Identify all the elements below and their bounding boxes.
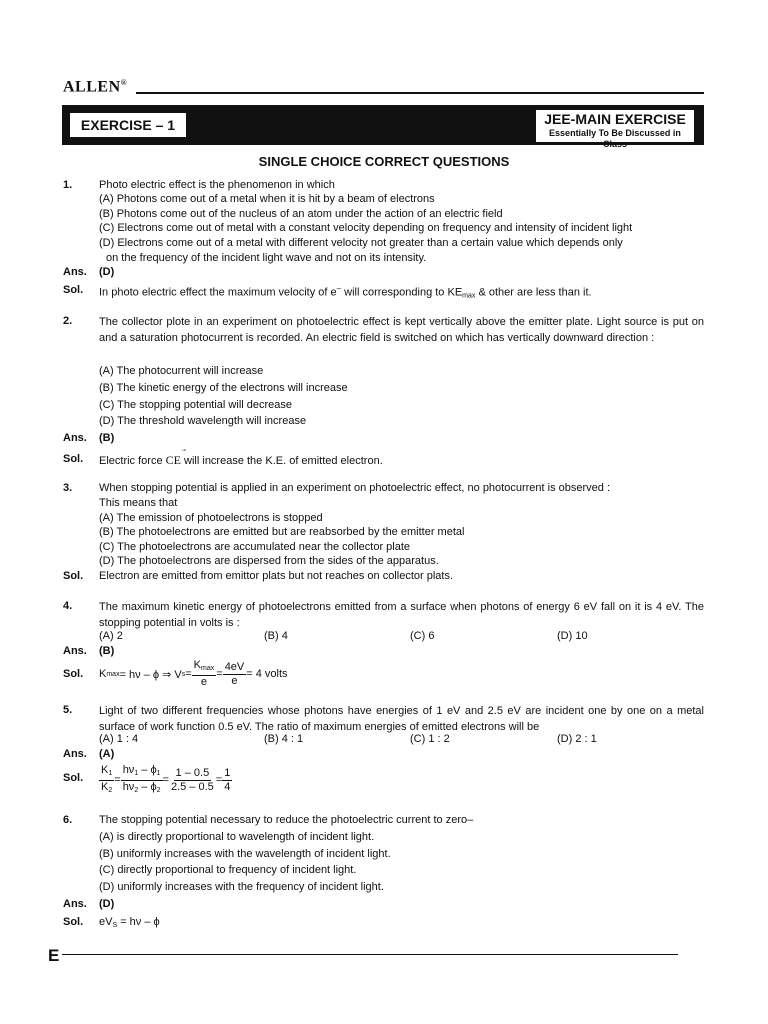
allen-logo: ALLEN® bbox=[63, 78, 128, 96]
solution-label: Sol. bbox=[63, 772, 84, 784]
option-c: (C) 1 : 2 bbox=[410, 733, 450, 745]
option-a: (A) 1 : 4 bbox=[99, 733, 139, 745]
option-b: (B) uniformly increases with the wavelength of incident light. bbox=[99, 848, 391, 860]
answer-label: Ans. bbox=[63, 748, 87, 760]
solution-formula: K max = hν – ϕ ⇒ V s = $\frac{K_{max}}{e}$ = $\frac{4eV}{e}$ = 4 volts bbox=[99, 659, 288, 688]
option-c: (C) The photoelectrons are accumulated near the collector plate bbox=[99, 541, 411, 553]
option-c: (C) The stopping potential will decrease bbox=[99, 399, 293, 411]
option-b: (B) Photons come out of the nucleus of an atom under the action of an electric field bbox=[99, 208, 503, 220]
page-letter: E bbox=[48, 946, 60, 965]
question-number: 4. bbox=[63, 600, 73, 612]
header-rule bbox=[136, 92, 704, 94]
answer-value: (B) bbox=[99, 432, 115, 444]
question-text: The collector plote in an experiment on photoelectric effect is kept vertically above the emitter plate. Light source is put on and a saturation photocurrent is recorded. An electric field is switched on which has vertically downward direction : bbox=[99, 316, 704, 344]
answer-value: (B) bbox=[99, 645, 115, 657]
question-text: Photo electric effect is the phenomenon in which bbox=[99, 179, 335, 191]
solution-text: $eV_S = h\nu - \phi$ bbox=[99, 916, 160, 929]
option-a: (A) The photocurrent will increase bbox=[99, 365, 264, 377]
option-a: (A) 2 bbox=[99, 630, 123, 642]
option-a: (A) is directly proportional to wavelength of incident light. bbox=[99, 831, 375, 843]
solution-label: Sol. bbox=[63, 570, 84, 582]
question-text-2: This means that bbox=[99, 497, 178, 509]
answer-label: Ans. bbox=[63, 898, 87, 910]
solution-formula: $\frac{K_1}{K_2}$ = $\frac{h\nu_1 - \phi_1}{h\nu_2 - \phi_2}$ = $\frac{1 - 0.5}{2.5 - 0.5}$ = $\frac{1}{4}$ bbox=[99, 762, 232, 798]
fraction: $\frac{1}{4}$ bbox=[224, 766, 231, 793]
question-text: The stopping potential necessary to reduce the photoelectric current to zero– bbox=[99, 814, 474, 826]
option-d: (D) 2 : 1 bbox=[557, 733, 597, 745]
option-d-continued: on the frequency of the incident light wave and not on its intensity. bbox=[106, 252, 427, 264]
option-a: (A) Photons come out of a metal when it is hit by a beam of electrons bbox=[99, 193, 435, 205]
question-text: When stopping potential is applied in an experiment on photoelectric effect, no photocurrent is observed : bbox=[99, 482, 611, 494]
fraction: $\frac{K_1}{K_2}$ bbox=[101, 763, 113, 794]
solution-label: Sol. bbox=[63, 916, 84, 928]
option-b: (B) The photoelectrons are emitted but are reabsorbed by the emitter metal bbox=[99, 526, 465, 538]
question-text: Light of two different frequencies whose photons have energies of 1 eV and 2.5 eV are incident one by one on a metal surface of work function 0.5 eV. The ratio of maximum energies of emitted electrons will be bbox=[99, 705, 704, 733]
jee-main-box bbox=[536, 110, 694, 149]
solution-text: Electric force CE will increase the K.E. of emitted electron. bbox=[99, 453, 383, 467]
question-number: 1. bbox=[63, 179, 73, 191]
footer-rule bbox=[62, 954, 678, 955]
option-c: (C) directly proportional to frequency of incident light. bbox=[99, 864, 357, 876]
answer-label: Ans. bbox=[63, 645, 87, 657]
answer-value: (D) bbox=[99, 898, 115, 910]
question-number: 3. bbox=[63, 482, 73, 494]
option-d: (D) The photoelectrons are dispersed from the sides of the apparatus. bbox=[99, 555, 439, 567]
answer-label: Ans. bbox=[63, 432, 87, 444]
fraction: $\frac{h\nu_1 - \phi_1}{h\nu_2 - \phi_2}$ bbox=[122, 763, 161, 794]
fraction: $\frac{4eV}{e}$ bbox=[224, 660, 245, 687]
answer-label: Ans. bbox=[63, 266, 87, 278]
question-number: 2. bbox=[63, 315, 73, 327]
option-b: (B) The kinetic energy of the electrons will increase bbox=[99, 382, 348, 394]
jee-main-subtitle: Essentially To Be Discussed in Class bbox=[549, 128, 681, 149]
answer-value: (A) bbox=[99, 748, 115, 760]
vector-ce: CE bbox=[165, 453, 181, 467]
solution-label: Sol. bbox=[63, 668, 84, 680]
solution-text: In photo electric effect the maximum velocity of e– will corresponding to $KE_{max}$ & other are less than it. bbox=[99, 284, 592, 300]
question-text: The maximum kinetic energy of photoelectrons emitted from a surface when photons of energy 6 eV fall on it is 4 eV. The stopping potential in volts is : bbox=[99, 601, 704, 629]
question-number: 6. bbox=[63, 814, 73, 826]
question-number: 5. bbox=[63, 704, 73, 716]
option-c: (C) Electrons come out of metal with a constant velocity depending on frequency and intensity of incident light bbox=[99, 222, 633, 234]
jee-main-title: JEE-MAIN EXERCISE bbox=[544, 111, 686, 127]
option-d: (D) Electrons come out of a metal with different velocity not greater than a certain value which depends only bbox=[99, 237, 623, 249]
option-b: (B) 4 bbox=[264, 630, 288, 642]
fraction: $\frac{K_{max}}{e}$ bbox=[193, 659, 215, 688]
option-d: (D) 10 bbox=[557, 630, 588, 642]
option-b: (B) 4 : 1 bbox=[264, 733, 304, 745]
option-d: (D) uniformly increases with the frequency of incident light. bbox=[99, 881, 384, 893]
solution-label: Sol. bbox=[63, 453, 84, 465]
option-a: (A) The emission of photoelectrons is stopped bbox=[99, 512, 323, 524]
option-d: (D) The threshold wavelength will increase bbox=[99, 415, 307, 427]
fraction: $\frac{1 - 0.5}{2.5 - 0.5}$ bbox=[170, 766, 214, 793]
answer-value: (D) bbox=[99, 266, 115, 278]
solution-text: Electron are emitted from emittor plats but not reaches on collector plats. bbox=[99, 570, 453, 582]
option-c: (C) 6 bbox=[410, 630, 435, 642]
exercise-label: EXERCISE – 1 bbox=[69, 112, 187, 138]
solution-label: Sol. bbox=[63, 284, 84, 296]
section-title: SINGLE CHOICE CORRECT QUESTIONS bbox=[258, 154, 510, 169]
